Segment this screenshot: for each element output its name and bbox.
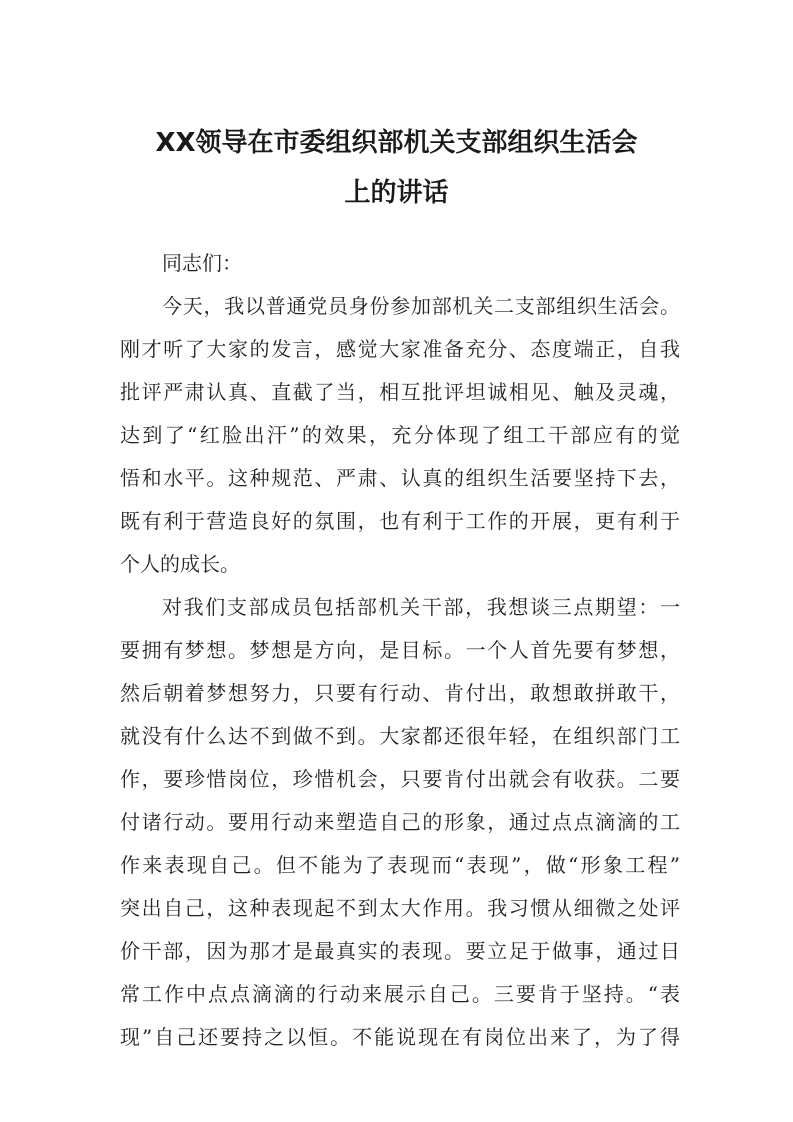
paragraph-2-line: 要拥有梦想。梦想是方向，是目标。一个人首先要有梦想，	[120, 638, 680, 662]
paragraph-2-line: 然后朝着梦想努力，只要有行动、肯付出，敢想敢拼敢干，	[120, 681, 680, 705]
paragraph-2-line: 就没有什么达不到做不到。大家都还很年轻，在组织部门工	[120, 724, 680, 748]
paragraph-2-line: 作来表现自己。但不能为了表现而“表现”，做“形象工程”	[120, 853, 680, 877]
paragraph-2-line: 价干部，因为那才是最真实的表现。要立足于做事，通过日	[120, 939, 680, 963]
paragraph-1-line: 批评严肃认真、直截了当，相互批评坦诚相见、触及灵魂，	[120, 380, 680, 404]
paragraph-1-line: 个人的成长。	[120, 552, 240, 576]
paragraph-1-line: 悟和水平。这种规范、严肃、认真的组织生活要坚持下去，	[120, 466, 680, 490]
paragraph-2-line: 常工作中点点滴滴的行动来展示自己。三要肯于坚持。“表	[120, 982, 680, 1006]
paragraph-2-line: 现”自己还要持之以恒。不能说现在有岗位出来了，为了得	[120, 1025, 680, 1049]
salutation: 同志们：	[162, 251, 242, 275]
paragraph-1-line: 今天，我以普通党员身份参加部机关二支部组织生活会。	[162, 294, 680, 318]
paragraph-2-line: 付诸行动。要用行动来塑造自己的形象，通过点点滴滴的工	[120, 810, 680, 834]
document-title-line-1: XX领导在市委组织部机关支部组织生活会	[155, 128, 638, 158]
paragraph-1-line: 刚才听了大家的发言，感觉大家准备充分、态度端正，自我	[120, 337, 680, 361]
paragraph-2-line: 突出自己，这种表现起不到太大作用。我习惯从细微之处评	[120, 896, 680, 920]
paragraph-1-line: 达到了“红脸出汗”的效果，充分体现了组工干部应有的觉	[120, 423, 680, 447]
paragraph-2-line: 对我们支部成员包括部机关干部，我想谈三点期望：一	[162, 595, 680, 619]
document-title-line-2: 上的讲话	[344, 178, 449, 208]
paragraph-1-line: 既有利于营造良好的氛围，也有利于工作的开展，更有利于	[120, 509, 680, 533]
paragraph-2-line: 作，要珍惜岗位，珍惜机会，只要肯付出就会有收获。二要	[120, 767, 680, 791]
